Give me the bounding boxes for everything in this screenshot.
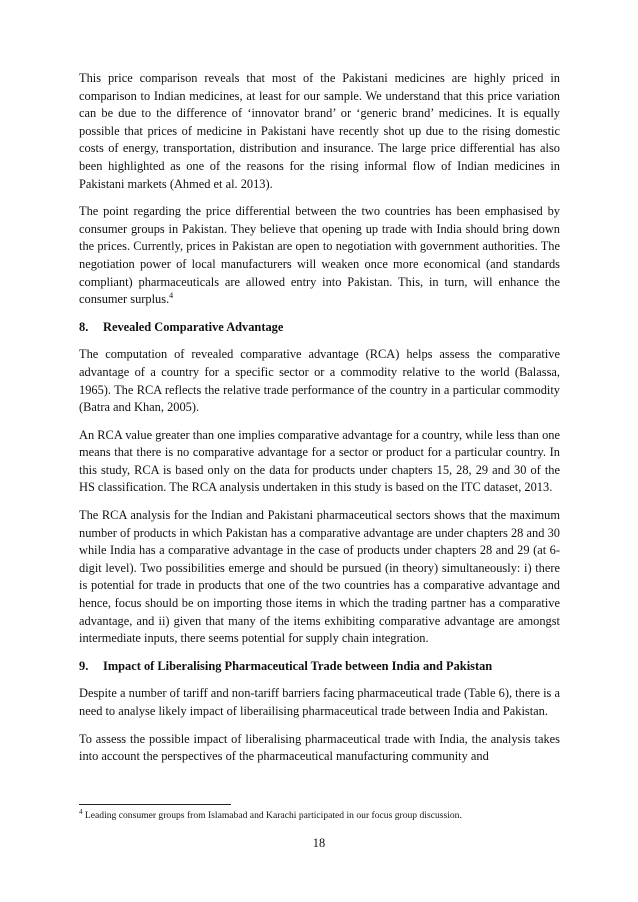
- page-body: [79, 70, 560, 776]
- footnote-divider: [79, 804, 231, 805]
- footnote-ref-4[interactable]: 4: [169, 291, 174, 300]
- paragraph-trade-barriers: Despite a number of tariff and non-tariff barriers facing pharmaceutical trade (Table 6), there is a need to analyse likely impact of liberailising pharmaceutical trade between India and Pakistan.: [79, 686, 560, 718]
- paragraph-impact-assessment: To assess the possible impact of liberalising pharmaceutical trade with India, the analysis takes into account the perspectives of the pharmaceutical manufacturing community and: [79, 731, 560, 764]
- section-heading-8: [79, 319, 560, 337]
- section-number-8: 8.: [79, 319, 89, 334]
- footnote-text: Leading consumer groups from Islamabad and Karachi participated in our focus group discussion.: [82, 810, 462, 821]
- paragraph-price-comparison: This price comparison reveals that most of the Pakistani medicines are highly priced in comparison to Indian medicines, at least for our sample. We understand that this price variation can be due to the difference of ‘innovator brand’ or ‘generic brand’ medicines. It is equally possible that prices of medicine in Pakistani have recently shot up due to the rising domestic costs of energy, transportation, distribution and insurance. The large price differential has also been highlighted as one of the reasons for the rising informal flow of Indian medicines in Pakistani markets (Ahmed et al. 2013).: [79, 71, 560, 191]
- paragraph-price-differential-text: The point regarding the price differential between the two countries has been emphasised by consumer groups in Pakistan. They believe that opening up trade with India should bring down the prices. Currently, prices in Pakistan are open to negotiation with government authorities. The negotiation power of local manufacturers will weaken once more economical (and standards compliant) pharmaceuticals are allowed entry into Pakistan. This, in turn, will enhance the consumer surplus.: [79, 204, 560, 307]
- paragraph-rca-computation: The computation of revealed comparative advantage (RCA) helps assess the comparative advantage of a country for a specific sector or a commodity relative to the world (Balassa, 1965). The RCA reflects the relative trade performance of the country in a particular commodity (Batra and Khan, 2005).: [79, 347, 560, 415]
- page-number: 18: [312, 836, 326, 850]
- section-number-9: 9.: [79, 658, 89, 673]
- paragraph-rca-value: An RCA value greater than one implies comparative advantage for a country, while less than one means that there is no comparative advantage for a sector or product for a particular country. In this study, RCA is based only on the data for products under chapters 15, 28, 29 and 30 of the HS classification. The RCA analysis undertaken in this study is based on the ITC dataset, 2013.: [79, 427, 560, 495]
- paragraph-rca-analysis: The RCA analysis for the Indian and Pakistani pharmaceutical sectors shows that the maximum number of products in which Pakistan has a comparative advantage are under chapters 28 and 30 while India has a comparative advantage in the case of products under chapters 28 and 29 (at 6-digit level). Two possibilities emerge and should be pursued (in theory) simultaneously: i) there is potential for trade in products that one of the two countries has a comparative advantage and hence, focus should be on importing those items in which the trading partner has a comparative advantage, and ii) given that many of the items exhibiting comparative advantage are amongst intermediate inputs, there seems potential for supply chain integration.: [79, 508, 560, 646]
- footnote-4: [79, 807, 560, 822]
- section-title-9: Impact of Liberalising Pharmaceutical Trade between India and Pakistan: [103, 658, 493, 673]
- section-title-8: Revealed Comparative Advantage: [103, 319, 284, 334]
- footnote-marker: 4: [79, 807, 83, 816]
- section-heading-9: [79, 658, 560, 676]
- paragraph-price-differential: [79, 203, 560, 309]
